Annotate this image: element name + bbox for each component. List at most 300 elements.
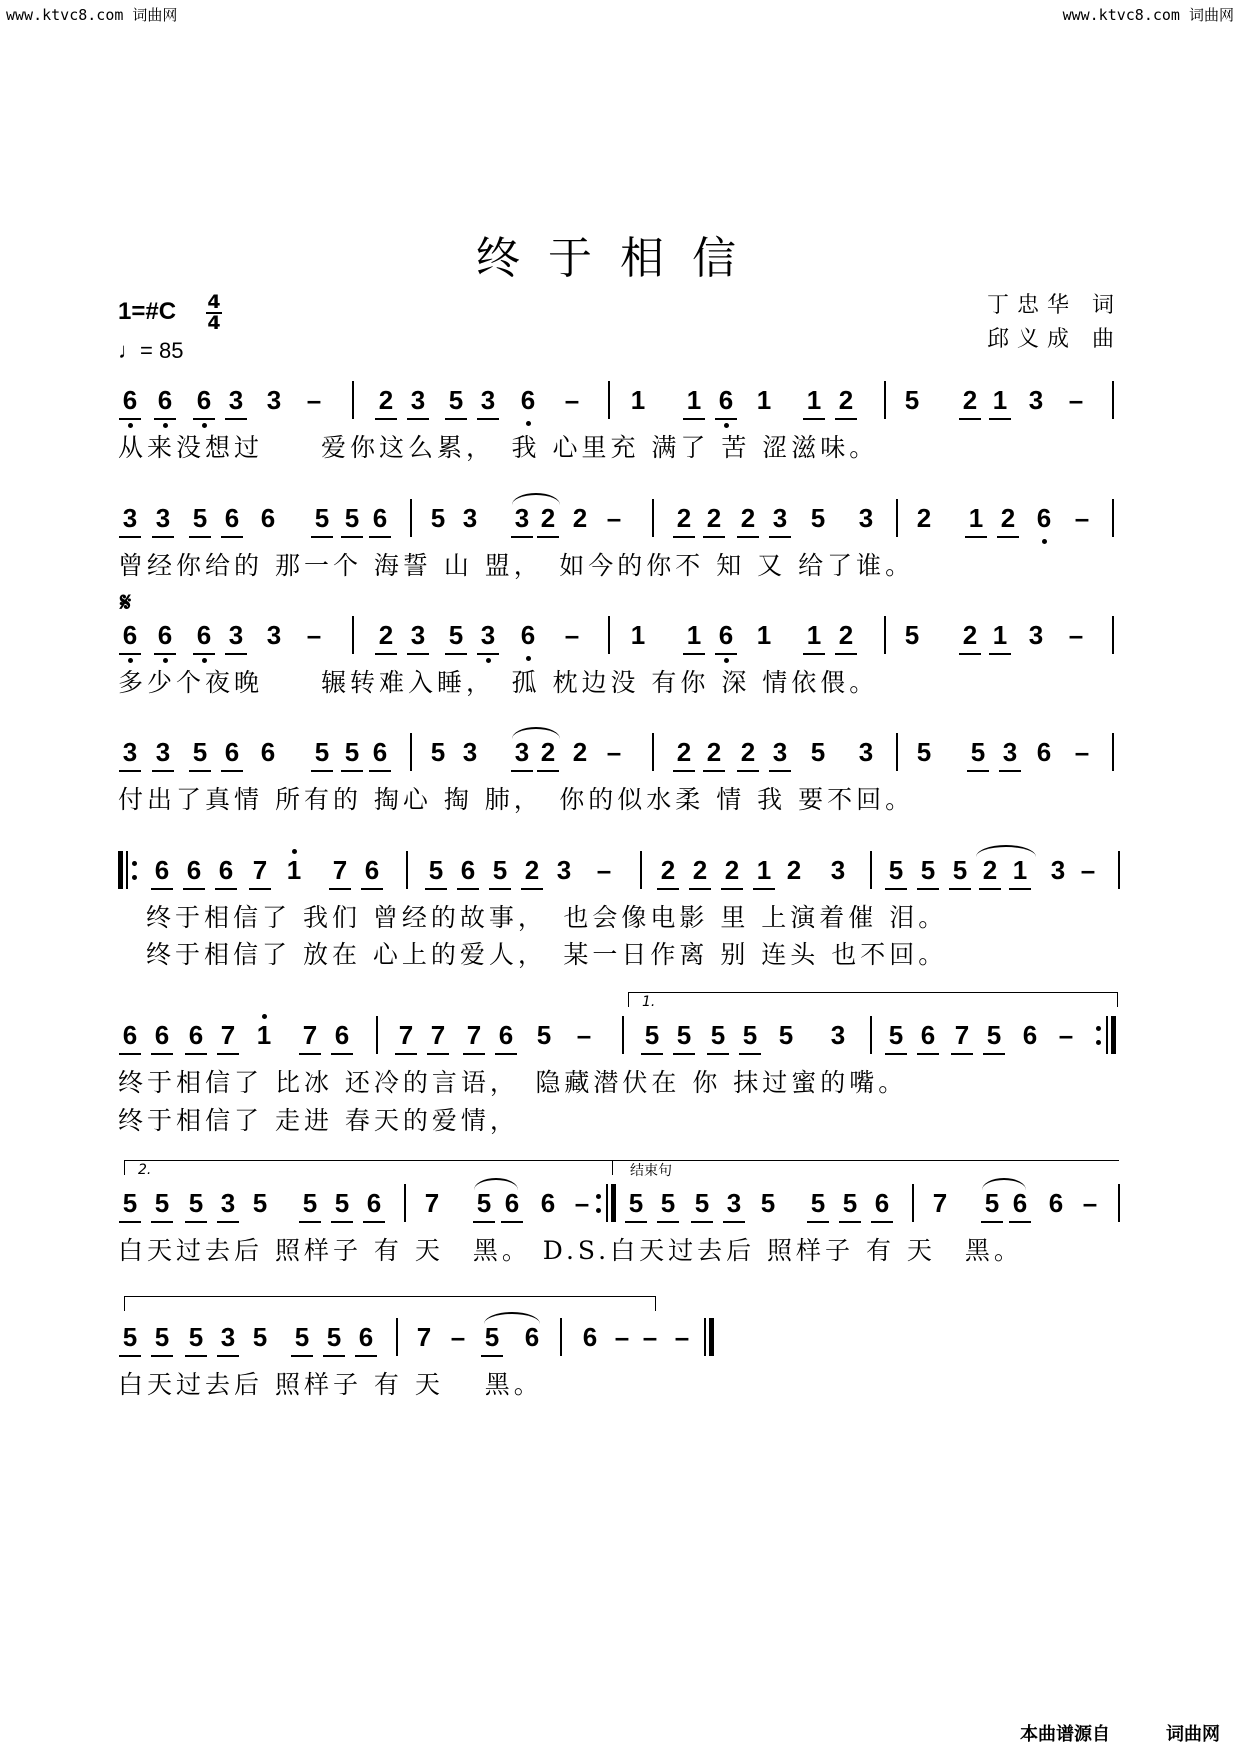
note: 6 (366, 1188, 382, 1218)
underline (217, 1053, 239, 1055)
underline (967, 770, 989, 772)
note: 5 (986, 1020, 1002, 1050)
note: – (1074, 737, 1090, 767)
underline (375, 653, 397, 655)
underline (753, 888, 775, 890)
note: 6 (582, 1322, 598, 1352)
barline (352, 381, 354, 419)
underline (673, 536, 695, 538)
note: 6 (1012, 1188, 1028, 1218)
barline (560, 1318, 562, 1356)
note: 6 (498, 1020, 514, 1050)
note: 5 (188, 1322, 204, 1352)
underline (683, 653, 705, 655)
underline (703, 536, 725, 538)
note: 6 (520, 385, 536, 415)
underline (463, 1053, 485, 1055)
barline (606, 1184, 608, 1222)
underline (341, 536, 363, 538)
note: 5 (810, 503, 826, 533)
underline (151, 1053, 173, 1055)
note: 2 (540, 503, 556, 533)
underline (221, 770, 243, 772)
low-dot (526, 421, 531, 426)
underline (917, 888, 939, 890)
barline (896, 499, 898, 537)
note: 6 (154, 855, 170, 885)
underline (427, 1053, 449, 1055)
underline (217, 1355, 239, 1357)
underline (715, 653, 737, 655)
note: 2 (676, 737, 692, 767)
underline (151, 1221, 173, 1223)
note: 5 (430, 737, 446, 767)
barline (404, 1184, 406, 1222)
underline (189, 536, 211, 538)
note: 5 (952, 855, 968, 885)
note: 6 (364, 855, 380, 885)
note: 6 (334, 1020, 350, 1050)
note: 3 (1002, 737, 1018, 767)
lyric-line-5b: 终于相信了 放在 心上的爱人， 某一日作离 别 连头 也不回。 (146, 940, 948, 969)
note: 3 (220, 1188, 236, 1218)
barline (1112, 499, 1114, 537)
note: – (574, 1188, 590, 1218)
note: 6 (260, 737, 276, 767)
note: 5 (676, 1020, 692, 1050)
note: 7 (398, 1020, 414, 1050)
page-title: 终于相信 (476, 233, 764, 284)
note: 5 (904, 385, 920, 415)
underline (691, 1221, 713, 1223)
underline (395, 1053, 417, 1055)
note: 3 (122, 503, 138, 533)
underline (119, 770, 141, 772)
note: – (450, 1322, 466, 1352)
note: 6 (372, 737, 388, 767)
time-bottom: 4 (207, 312, 221, 334)
underline (119, 1355, 141, 1357)
note: – (606, 503, 622, 533)
underline (739, 1053, 761, 1055)
low-dot (1042, 539, 1047, 544)
ending-1-bracket (628, 992, 1118, 1007)
note: 2 (572, 737, 588, 767)
note: – (1074, 503, 1090, 533)
note: 1 (756, 620, 772, 650)
note: – (306, 385, 322, 415)
underline (737, 536, 759, 538)
lyric-line-6b: 终于相信了 走进 春天的爱情， (118, 1106, 519, 1135)
underline (369, 536, 391, 538)
note: 5 (192, 737, 208, 767)
underline (249, 888, 271, 890)
underline (341, 770, 363, 772)
note: 1 (630, 620, 646, 650)
underline (361, 888, 383, 890)
note: 1 (686, 620, 702, 650)
underline (225, 653, 247, 655)
note: 5 (536, 1020, 552, 1050)
repeat-dot (132, 861, 137, 866)
note: – (564, 385, 580, 415)
underline (217, 1221, 239, 1223)
note: 7 (332, 855, 348, 885)
note: 5 (888, 1020, 904, 1050)
barline (1112, 616, 1114, 654)
note: 2 (916, 503, 932, 533)
underline (657, 888, 679, 890)
note: 5 (984, 1188, 1000, 1218)
footer-site: 词曲网 (1166, 1724, 1220, 1745)
note: 5 (428, 855, 444, 885)
note: 3 (266, 620, 282, 650)
note: 2 (692, 855, 708, 885)
time-top: 4 (207, 291, 221, 313)
note: 3 (122, 737, 138, 767)
underline (835, 418, 857, 420)
note: 2 (1000, 503, 1016, 533)
underline (707, 1053, 729, 1055)
note: 1 (286, 855, 302, 885)
underline (189, 770, 211, 772)
segno-sign: 𝄋 (120, 588, 132, 618)
barline-thick (118, 851, 123, 889)
underline (917, 1053, 939, 1055)
note: 2 (572, 503, 588, 533)
note: 3 (772, 503, 788, 533)
footer-source: 本曲谱源自 (1020, 1724, 1110, 1745)
barline (884, 381, 886, 419)
underline (1009, 1221, 1031, 1223)
underline (355, 1355, 377, 1357)
note: 1 (756, 385, 772, 415)
barline-thick (709, 1318, 714, 1356)
note: 6 (540, 1188, 556, 1218)
note: 2 (962, 385, 978, 415)
underline (495, 1053, 517, 1055)
barline (640, 851, 642, 889)
note: 3 (858, 503, 874, 533)
note: 7 (220, 1020, 236, 1050)
note: 1 (756, 855, 772, 885)
note: 6 (224, 737, 240, 767)
note: 1 (630, 385, 646, 415)
note: 6 (218, 855, 234, 885)
underline (511, 770, 533, 772)
note: 2 (706, 503, 722, 533)
lyric-line-1: 从来没想过 爱你这么累， 我 心里充 满了 苦 涩滋味。 (118, 433, 879, 462)
underline (803, 418, 825, 420)
note: 2 (838, 385, 854, 415)
note: 2 (786, 855, 802, 885)
barline-thick (1111, 1016, 1116, 1054)
note: 6 (920, 1020, 936, 1050)
underline (119, 1221, 141, 1223)
underline (119, 1053, 141, 1055)
note: 2 (740, 737, 756, 767)
underline (839, 1221, 861, 1223)
note: 6 (1022, 1020, 1038, 1050)
underline (311, 536, 333, 538)
barline (652, 499, 654, 537)
note: 6 (122, 1020, 138, 1050)
note: 5 (920, 855, 936, 885)
note: 6 (1036, 737, 1052, 767)
note: 5 (344, 503, 360, 533)
note: 3 (410, 620, 426, 650)
note: 6 (504, 1188, 520, 1218)
note: 2 (540, 737, 556, 767)
note: 6 (1048, 1188, 1064, 1218)
barline (704, 1318, 706, 1356)
barline (608, 381, 610, 419)
underline (477, 418, 499, 420)
underline (183, 888, 205, 890)
underline (979, 888, 1001, 890)
note: 6 (460, 855, 476, 885)
barline (126, 851, 128, 889)
underline (445, 418, 467, 420)
note: – (564, 620, 580, 650)
note: 5 (644, 1020, 660, 1050)
note: 3 (462, 737, 478, 767)
underline (154, 418, 176, 420)
note: 7 (302, 1020, 318, 1050)
note: 7 (252, 855, 268, 885)
note: 5 (314, 503, 330, 533)
underline (769, 536, 791, 538)
note: 5 (188, 1188, 204, 1218)
ending-1-label: 1. (642, 994, 656, 1010)
note: 5 (810, 737, 826, 767)
note: 1 (256, 1020, 272, 1050)
underline (715, 418, 737, 420)
underline (299, 1053, 321, 1055)
underline (949, 888, 971, 890)
underline (689, 888, 711, 890)
note: 6 (372, 503, 388, 533)
underline (369, 770, 391, 772)
note: 3 (480, 385, 496, 415)
note: – (674, 1322, 690, 1352)
note: 5 (660, 1188, 676, 1218)
note: – (306, 620, 322, 650)
tempo-marking: ♩= 85 (118, 338, 184, 363)
note: 2 (740, 503, 756, 533)
note: 3 (462, 503, 478, 533)
note: 5 (192, 503, 208, 533)
underline (185, 1221, 207, 1223)
note: – (1068, 620, 1084, 650)
note: 6 (260, 503, 276, 533)
note: 5 (484, 1322, 500, 1352)
lyric-line-3: 多少个夜晚 辗转难入睡， 孤 枕边没 有你 深 情依偎。 (118, 668, 879, 697)
note: 3 (772, 737, 788, 767)
note: 5 (970, 737, 986, 767)
note: 5 (344, 737, 360, 767)
underline (119, 418, 141, 420)
note: 6 (186, 855, 202, 885)
note: – (1082, 1188, 1098, 1218)
underline (521, 888, 543, 890)
note: 5 (710, 1020, 726, 1050)
underline (965, 536, 987, 538)
note: 5 (334, 1188, 350, 1218)
note: 6 (520, 620, 536, 650)
note: 3 (155, 503, 171, 533)
note: 7 (430, 1020, 446, 1050)
underline (311, 770, 333, 772)
barline (410, 499, 412, 537)
underline (119, 536, 141, 538)
underline (477, 653, 499, 655)
lyric-line-7: 白天过去后 照样子 有 天 黑。 D.S.白天过去后 照样子 有 天 黑。 (118, 1236, 1023, 1265)
underline (657, 1221, 679, 1223)
note: 3 (726, 1188, 742, 1218)
note: – (606, 737, 622, 767)
underline (291, 1355, 313, 1357)
underline (511, 536, 533, 538)
underline (871, 1221, 893, 1223)
note: 5 (294, 1322, 310, 1352)
note: 3 (514, 503, 530, 533)
note: 5 (314, 737, 330, 767)
note: 1 (806, 620, 822, 650)
note: 3 (858, 737, 874, 767)
underline (723, 1221, 745, 1223)
note: 5 (122, 1188, 138, 1218)
note: 6 (157, 620, 173, 650)
note: 2 (378, 385, 394, 415)
repeat-dot (596, 1208, 601, 1213)
coda-label: 结束句 (630, 1163, 672, 1179)
note: 5 (628, 1188, 644, 1218)
underline (989, 653, 1011, 655)
underline (473, 1221, 495, 1223)
underline (625, 1221, 647, 1223)
underline (981, 1221, 1003, 1223)
underline (407, 418, 429, 420)
note: 2 (676, 503, 692, 533)
underline (151, 1355, 173, 1357)
note: 5 (430, 503, 446, 533)
underline (375, 418, 397, 420)
note: 5 (778, 1020, 794, 1050)
note: 6 (718, 620, 734, 650)
underline (489, 888, 511, 890)
note: 5 (448, 620, 464, 650)
underline (807, 1221, 829, 1223)
underline (951, 1053, 973, 1055)
underline (185, 1053, 207, 1055)
underline (501, 1221, 523, 1223)
underline (1009, 888, 1031, 890)
note: 3 (514, 737, 530, 767)
barline (622, 1016, 624, 1054)
note: 3 (1050, 855, 1066, 885)
lyric-line-2: 曾经你给的 那一个 海誓 山 盟， 如今的你不 知 又 给了谁。 (118, 551, 915, 580)
barline (376, 1016, 378, 1054)
underline (152, 770, 174, 772)
underline (445, 653, 467, 655)
underline (959, 418, 981, 420)
note: 5 (760, 1188, 776, 1218)
note: 5 (492, 855, 508, 885)
underline (721, 888, 743, 890)
note: 6 (154, 1020, 170, 1050)
repeat-dot (132, 875, 137, 880)
underline (331, 1221, 353, 1223)
underline (983, 1053, 1005, 1055)
high-dot (262, 1014, 267, 1019)
lyric-line-6a: 终于相信了 比冰 还冷的言语， 隐藏潜伏在 你 抹过蜜的嘴。 (118, 1068, 908, 1097)
barline (406, 851, 408, 889)
note: – (614, 1322, 630, 1352)
note: 7 (466, 1020, 482, 1050)
underline (407, 653, 429, 655)
underline (331, 1053, 353, 1055)
note: 3 (228, 620, 244, 650)
note: 6 (718, 385, 734, 415)
underline (185, 1355, 207, 1357)
barline (608, 616, 610, 654)
note: 6 (1036, 503, 1052, 533)
note: – (1068, 385, 1084, 415)
note: 1 (992, 620, 1008, 650)
note: 1 (806, 385, 822, 415)
note: 2 (378, 620, 394, 650)
low-dot (526, 656, 531, 661)
underline (221, 536, 243, 538)
note: 5 (302, 1188, 318, 1218)
high-dot (292, 849, 297, 854)
note: 7 (932, 1188, 948, 1218)
lyricist: 丁忠华 词 (987, 293, 1122, 318)
note: 6 (874, 1188, 890, 1218)
note: – (1058, 1020, 1074, 1050)
note: 2 (838, 620, 854, 650)
note: 6 (188, 1020, 204, 1050)
underline (885, 1053, 907, 1055)
note: 1 (992, 385, 1008, 415)
underline (737, 770, 759, 772)
underline (193, 653, 215, 655)
underline (152, 536, 174, 538)
lyric-line-4: 付出了真情 所有的 掏心 掏 肺， 你的似水柔 情 我 要不回。 (118, 785, 915, 814)
coda-bracket (612, 1160, 1119, 1175)
note: 5 (742, 1020, 758, 1050)
note: 2 (524, 855, 540, 885)
note: 3 (266, 385, 282, 415)
note: 5 (252, 1188, 268, 1218)
ending-2-label: 2. (138, 1162, 152, 1178)
barline (870, 851, 872, 889)
note: 5 (888, 855, 904, 885)
note: 5 (694, 1188, 710, 1218)
underline (673, 1053, 695, 1055)
note: 3 (155, 737, 171, 767)
barline (410, 733, 412, 771)
note: 2 (660, 855, 676, 885)
barline (652, 733, 654, 771)
note: 1 (968, 503, 984, 533)
time-signature (206, 291, 222, 334)
note: 6 (196, 385, 212, 415)
barline (396, 1318, 398, 1356)
underline (193, 418, 215, 420)
note: 5 (916, 737, 932, 767)
